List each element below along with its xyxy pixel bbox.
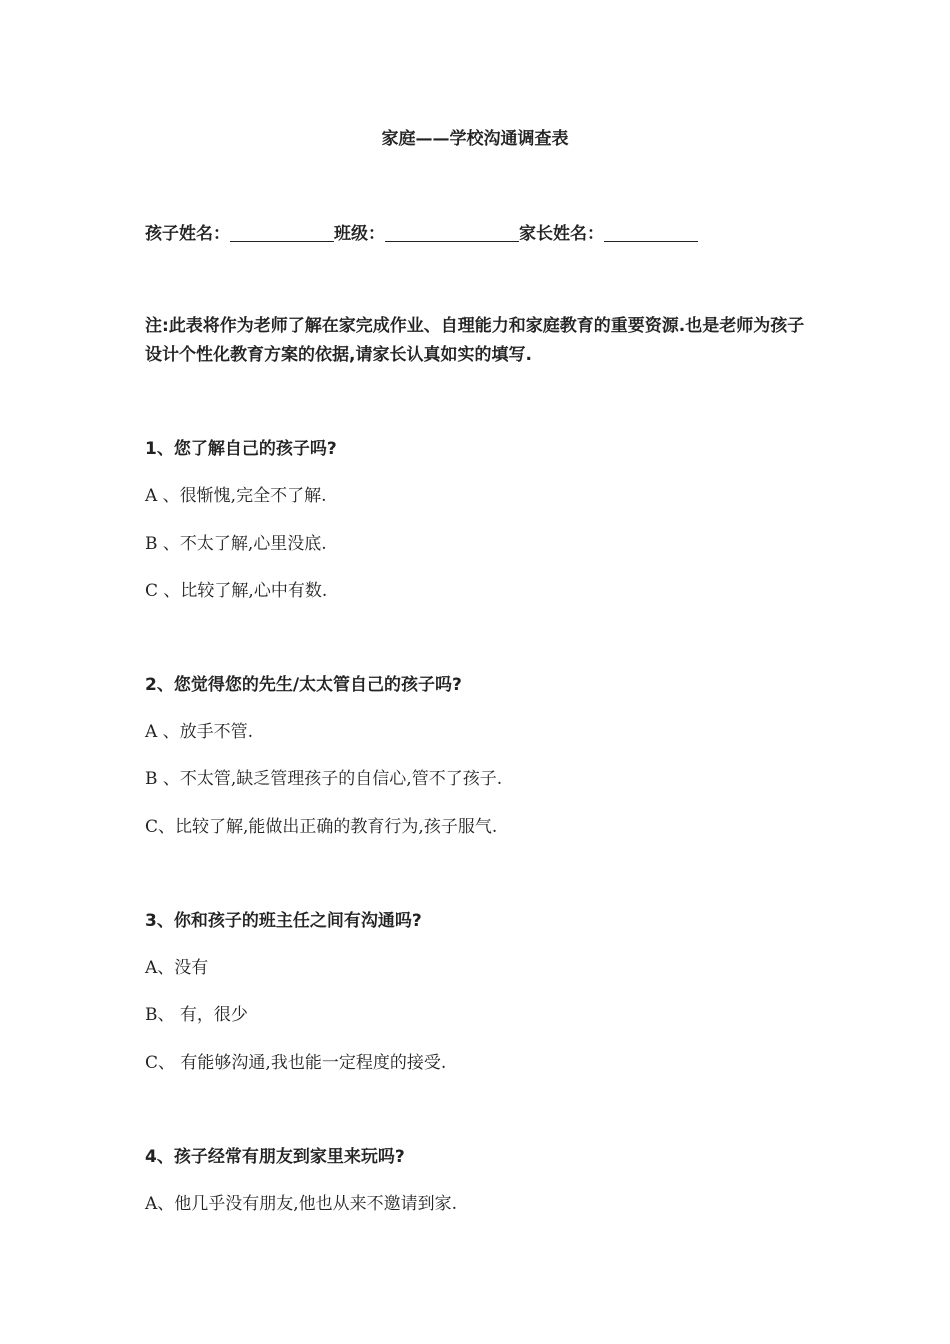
option-2b: B 、不太管,缺乏管理孩子的自信心,管不了孩子.	[145, 769, 503, 789]
child-name-blank[interactable]	[230, 223, 334, 242]
note-paragraph: 注:此表将作为老师了解在家完成作业、自理能力和家庭教育的重要资源.也是老师为孩子设计个性化教育方案的依据,请家长认真如实的填写.	[145, 316, 805, 365]
option-2a: A 、放手不管.	[145, 722, 254, 742]
option-1b: B 、不太了解,心里没底.	[145, 534, 327, 554]
option-1c: C 、比较了解,心中有数.	[145, 581, 328, 601]
class-label: 班级：	[334, 224, 385, 244]
question-2: 2、您觉得您的先生/太太管自己的孩子吗?	[145, 675, 462, 695]
option-3b: B、 有，很少	[145, 1005, 248, 1025]
option-3c: C、 有能够沟通,我也能一定程度的接受.	[145, 1053, 447, 1073]
question-3: 3、你和孩子的班主任之间有沟通吗?	[145, 911, 422, 931]
parent-name-blank[interactable]	[604, 223, 698, 242]
option-4a: A、他几乎没有朋友,他也从来不邀请到家.	[145, 1194, 458, 1214]
parent-name-label: 家长姓名：	[519, 224, 604, 244]
option-2c: C、比较了解,能做出正确的教育行为,孩子服气.	[145, 817, 498, 837]
question-4: 4、孩子经常有朋友到家里来玩吗?	[145, 1147, 405, 1167]
option-1a: A 、很惭愧,完全不了解.	[145, 486, 327, 506]
class-blank[interactable]	[385, 223, 519, 242]
child-name-label: 孩子姓名：	[145, 224, 230, 244]
option-3a: A、没有	[145, 958, 209, 978]
page-title: 家庭——学校沟通调查表	[381, 129, 569, 149]
question-1: 1、您了解自己的孩子吗?	[145, 439, 337, 459]
info-line	[145, 219, 698, 244]
